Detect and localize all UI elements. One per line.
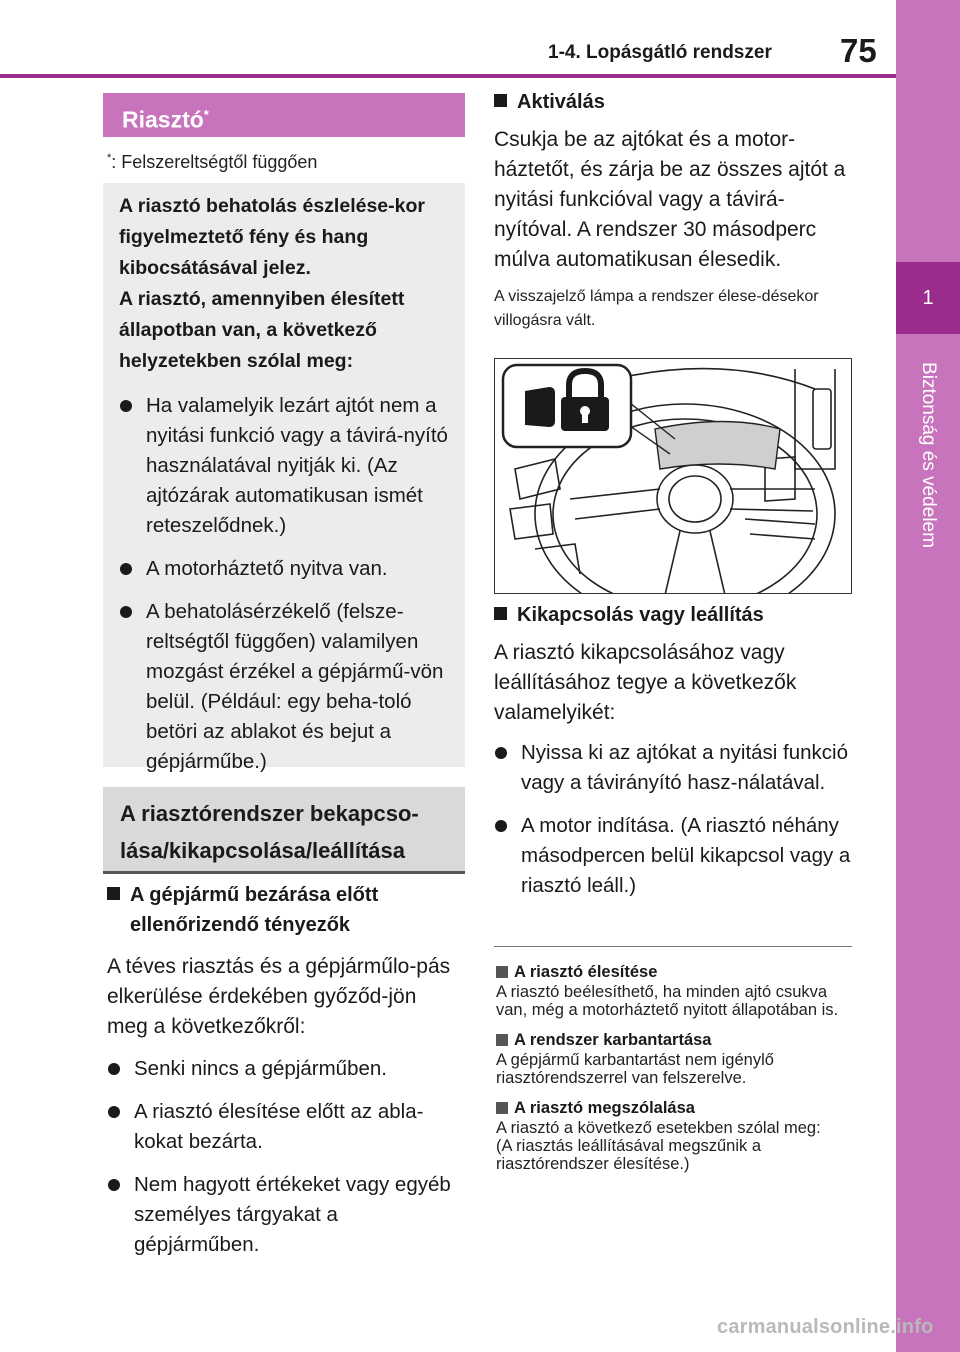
footnote-mark: * (107, 152, 112, 164)
section-banner (103, 93, 465, 137)
chapter-title: Biztonság és védelem (918, 362, 939, 548)
deactivation-text: A riasztó kikapcsolásához vagy leállításához tegye a következők valamelyikét: (494, 641, 797, 724)
info-box-intro: A riasztó behatolás észlelése-kor figyelmeztető fény és hang kibocsátásával jelez. A riasztó, amennyiben élesített állapotban van, a következő helyzetekben szólal meg: (119, 195, 425, 372)
checklist-heading: A gépjármű bezárása előtt ellenőrizendő tényezők (107, 880, 457, 940)
page-number: 75 (840, 32, 877, 69)
checklist-item: Senki nincs a gépjárműben. (107, 1054, 457, 1084)
note-text: A riasztó beélesíthető, ha minden ajtó csukva van, még a motorháztető nyitott állapotában is. (496, 983, 839, 1019)
note-text: A riasztó a következő esetekben szólal meg: (A riasztás leállításával megszűnik a riasztórendszer élesítése.) (496, 1119, 821, 1173)
chapter-tab: 1 (896, 262, 960, 334)
side-tab-strip (896, 0, 960, 1352)
notes-divider (494, 946, 852, 947)
watermark-logo: carmanualsonline.info (717, 1316, 934, 1338)
subsection-banner: A riasztórendszer bekapcso-lása/kikapcsolása/leállítása (103, 787, 465, 871)
footnote-text: : Felszereltségtől függően (111, 152, 318, 172)
subsection-banner-rule (103, 871, 465, 874)
info-box-bullet: Ha valamelyik lezárt ajtót nem a nyitási funkció vagy a távirá-nyító használatával nyitják ki. (Az ajtózárak automatikusan ismét reteszelődnek.) (119, 391, 449, 541)
pre-lock-checklist (107, 880, 457, 1273)
info-box-bullet: A motorháztető nyitva van. (119, 554, 449, 584)
info-box-bullet: A behatolásérzékelő (felsze-reltségtől függően) valamilyen mozgást érzékel a gépjármű-vön belül. (Például: egy beha-toló betöri az ablakot és bejut a gépjárműbe.) (119, 597, 449, 777)
activation-heading: Aktiválás (494, 87, 854, 117)
info-box (103, 183, 465, 773)
note-heading: A riasztó megszólalása (496, 1097, 856, 1119)
note-text: A gépjármű karbantartást nem igénylő riasztórendszerrel van felszerelve. (496, 1051, 774, 1087)
section-banner-mark: * (203, 107, 209, 122)
section-title: 1-4. Lopásgátló rendszer (548, 42, 772, 63)
note-heading: A rendszer karbantartása (496, 1029, 856, 1051)
checklist-item: Nem hagyott értékeket vagy egyéb személyes tárgyakat a gépjárműben. (107, 1170, 457, 1260)
dashboard-illustration (494, 358, 852, 594)
footnote (107, 152, 317, 173)
section-banner-title: Riasztó (122, 106, 204, 133)
note-heading: A riasztó élesítése (496, 961, 856, 983)
checklist-item: A riasztó élesítése előtt az abla-kokat bezárta. (107, 1097, 457, 1157)
header-rule (0, 74, 896, 78)
deactivation-item: A motor indítása. (A riasztó néhány másodpercen belül kikapcsol vagy a riasztó leáll.) (494, 811, 854, 901)
activation-section (494, 87, 854, 333)
checklist-intro: A téves riasztás és a gépjárműlo-pás elkerülése érdekében győződ-jön meg a következőkről: (107, 955, 451, 1038)
steering-wheel-drawing (495, 359, 852, 594)
deactivation-heading: Kikapcsolás vagy leállítás (494, 600, 854, 630)
notes-section (496, 955, 856, 1173)
activation-note: A visszajelző lámpa a rendszer élese-désekor villogásra vált. (494, 288, 819, 329)
activation-text: Csukja be az ajtókat és a motor-háztetőt, és zárja be az összes ajtót a nyitási funkcióval vagy a távirá-nyítóval. A rendszer 30 másodperc múlva automatikusan élesedik. (494, 128, 846, 271)
deactivation-section (494, 600, 854, 914)
deactivation-item: Nyissa ki az ajtókat a nyitási funkció vagy a távirányító hasz-nálatával. (494, 738, 854, 798)
